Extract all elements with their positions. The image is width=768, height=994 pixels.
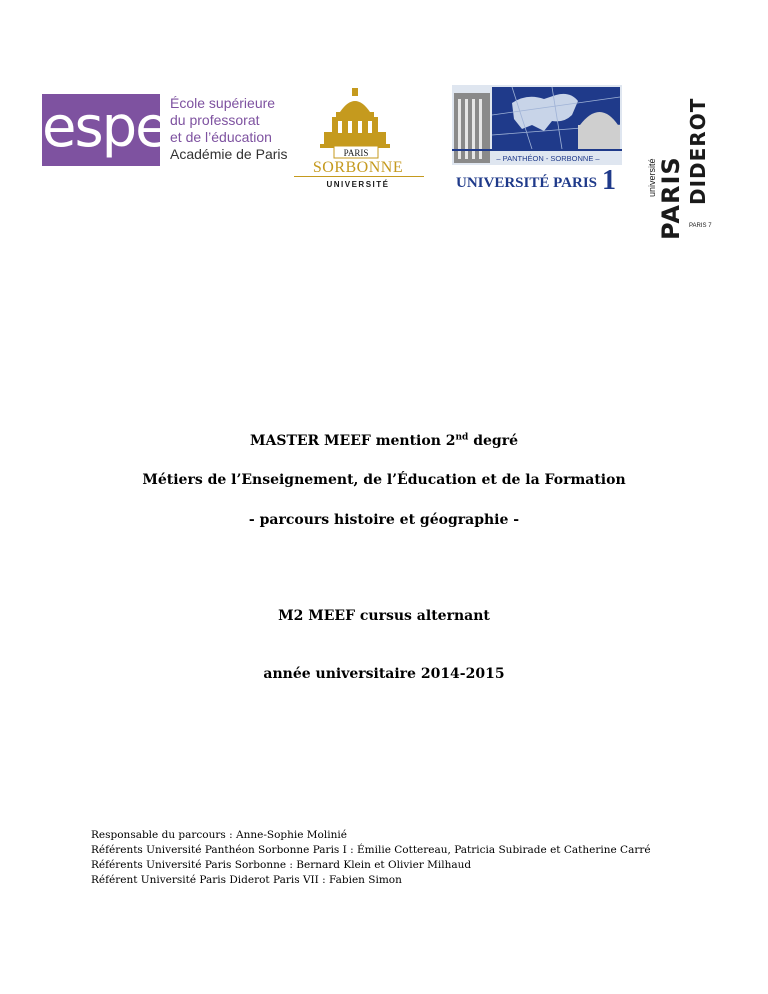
espe-line-1: École supérieure	[170, 95, 276, 111]
sorbonne-line1: PARIS	[343, 148, 369, 158]
responsable-line: Responsable du parcours : Anne-Sophie Molinié	[91, 829, 347, 841]
paris-diderot-logo	[641, 75, 721, 240]
master-title-prefix: MASTER MEEF mention 2	[249, 433, 456, 449]
sorbonne-line3: UNIVERSITÉ	[326, 180, 390, 189]
diderot-universite: université	[647, 158, 657, 197]
diderot-diderot: DIDEROT	[686, 97, 710, 205]
espe-logo-text	[170, 95, 290, 163]
diderot-paris: PARIS	[657, 156, 685, 240]
master-subtitle: Métiers de l’Enseignement, de l’Éducation et de la Formation	[142, 472, 626, 488]
espe-logo	[42, 94, 168, 166]
referents-paris1-line: Référents Université Panthéon Sorbonne Paris I : Émilie Cottereau, Patricia Subirade et Catherine Carré	[91, 844, 651, 856]
paris1-main: UNIVERSITÉ PARIS	[456, 175, 598, 191]
logo-bar	[0, 0, 768, 250]
master-title-sup: nd	[455, 432, 469, 443]
parcours-line: - parcours histoire et géographie -	[248, 512, 520, 528]
paris1-num: 1	[602, 165, 616, 196]
master-title-suffix: degré	[468, 433, 519, 449]
paris-sorbonne-logo	[290, 82, 427, 197]
responsables-block	[91, 828, 751, 888]
espe-line-3: et de l’éducation	[170, 129, 272, 145]
sorbonne-line2: SORBONNE	[312, 159, 404, 176]
referent-diderot-line: Référent Université Paris Diderot Paris VII : Fabien Simon	[91, 874, 402, 886]
espe-line-4: Académie de Paris	[170, 146, 288, 162]
master-title	[0, 433, 768, 449]
referents-sorbonne-line: Référents Université Paris Sorbonne : Bernard Klein et Olivier Milhaud	[91, 859, 472, 871]
sorbonne-dome-icon	[320, 88, 390, 148]
paris1-logo	[452, 85, 622, 200]
espe-line-2: du professorat	[170, 112, 260, 128]
annee-line: année universitaire 2014-2015	[263, 666, 505, 682]
diderot-paris7: PARIS 7	[689, 223, 712, 229]
paris1-top: – PANTHÉON - SORBONNE –	[496, 154, 600, 163]
espe-logo-word: espe	[42, 95, 168, 160]
cursus-line: M2 MEEF cursus alternant	[278, 608, 490, 624]
